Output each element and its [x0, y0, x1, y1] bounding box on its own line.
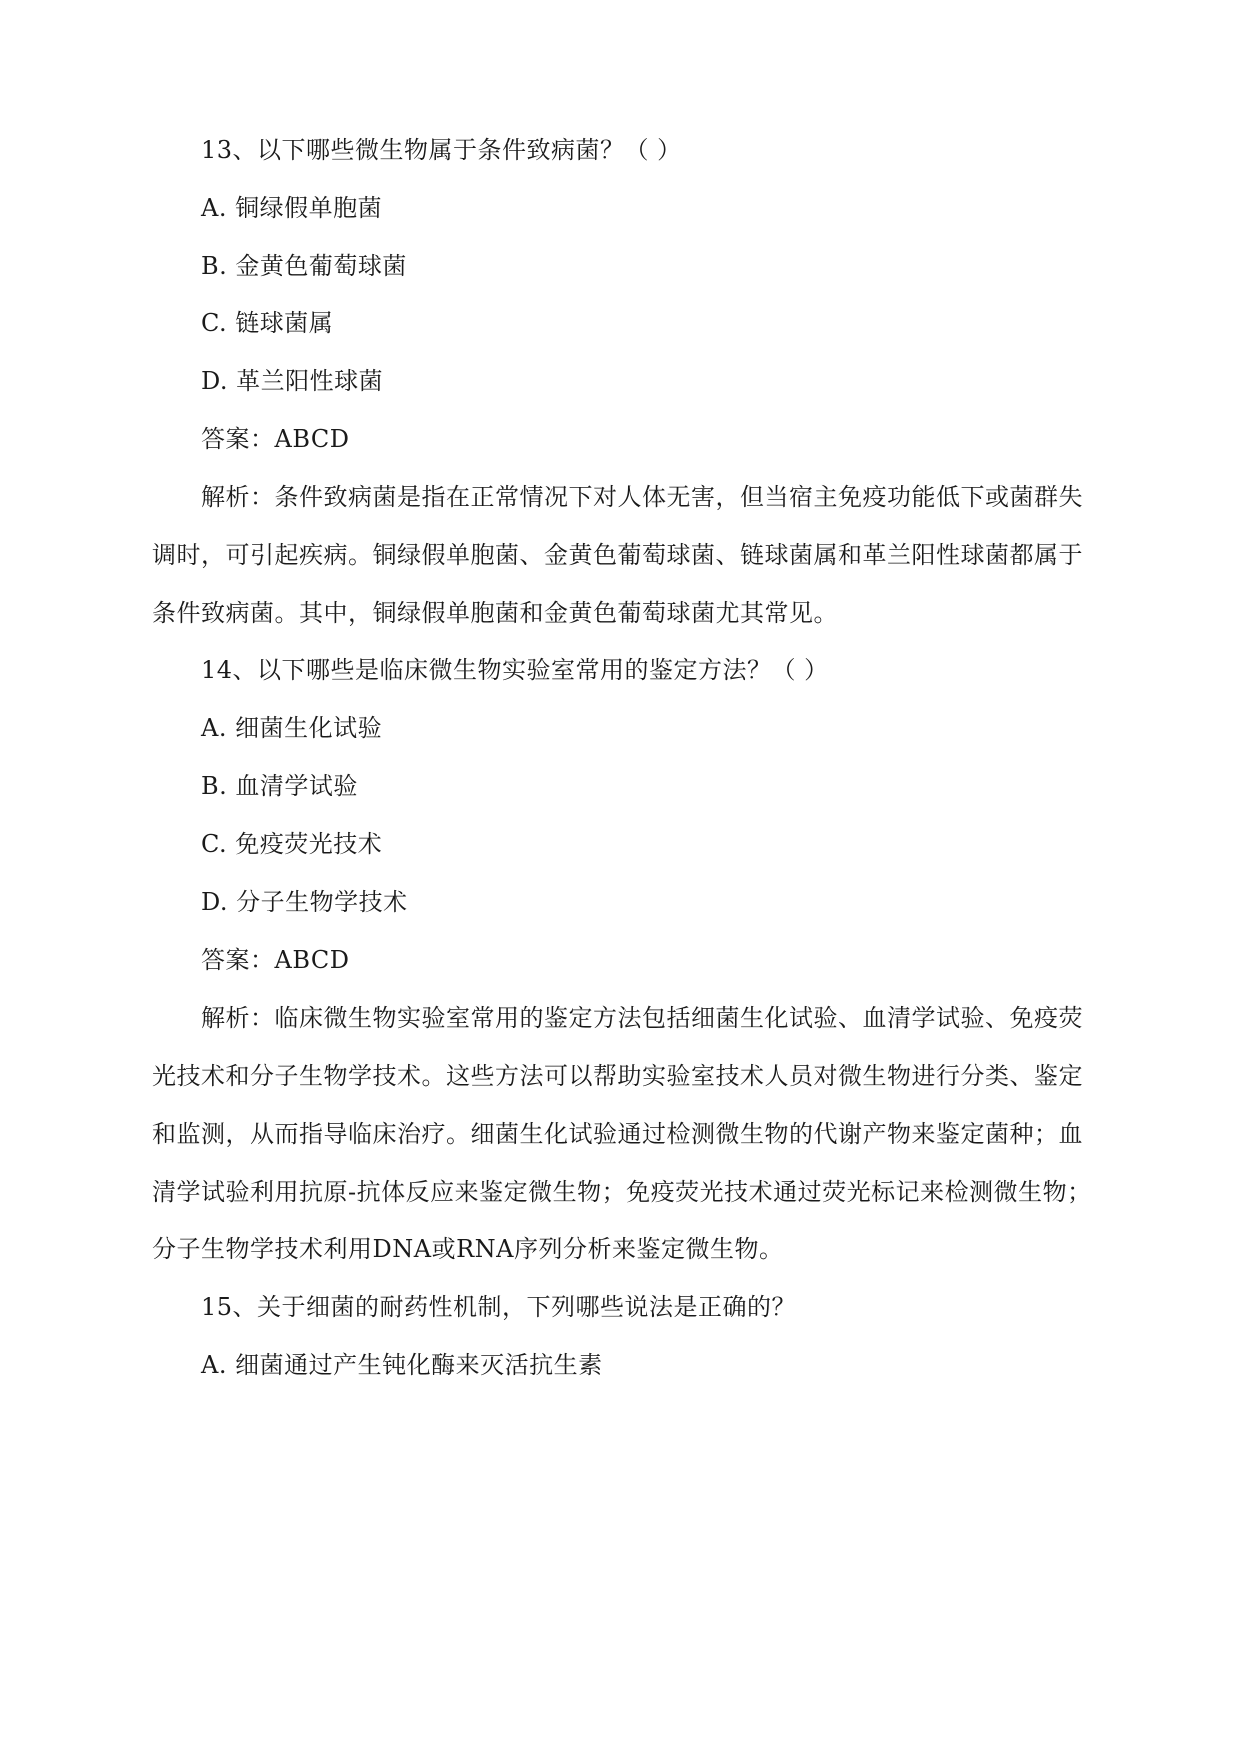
- question-13-analysis-line: 条件致病菌。其中，铜绿假单胞菌和金黄色葡萄球菌尤其常见。: [152, 599, 838, 627]
- question-14-answer: 答案：ABCD: [201, 946, 350, 974]
- question-14-analysis-line: 分子生物学技术利用DNA或RNA序列分析来鉴定微生物。: [152, 1235, 784, 1263]
- question-14-analysis-line: 光技术和分子生物学技术。这些方法可以帮助实验室技术人员对微生物进行分类、鉴定: [152, 1062, 1083, 1090]
- question-14-option-c: C. 免疫荧光技术: [201, 830, 383, 858]
- question-13-analysis-line: 解析：条件致病菌是指在正常情况下对人体无害，但当宿主免疫功能低下或菌群失: [201, 483, 1083, 511]
- question-14-option-d: D. 分子生物学技术: [201, 888, 408, 916]
- question-13-option-c: C. 链球菌属: [201, 309, 334, 337]
- question-14-option-a: A. 细菌生化试验: [201, 714, 383, 742]
- question-13-answer: 答案：ABCD: [201, 425, 350, 453]
- question-14-analysis-line: 清学试验利用抗原-抗体反应来鉴定微生物；免疫荧光技术通过荧光标记来检测微生物；: [152, 1178, 1092, 1206]
- question-13-option-b: B. 金黄色葡萄球菌: [201, 252, 407, 280]
- question-14-analysis-line: 和监测，从而指导临床治疗。细菌生化试验通过检测微生物的代谢产物来鉴定菌种；血: [152, 1120, 1083, 1148]
- question-14-analysis-line: 解析：临床微生物实验室常用的鉴定方法包括细菌生化试验、血清学试验、免疫荧: [201, 1004, 1083, 1032]
- question-13-option-a: A. 铜绿假单胞菌: [201, 194, 383, 222]
- question-13-option-d: D. 革兰阳性球菌: [201, 367, 384, 395]
- question-13-stem: 13、以下哪些微生物属于条件致病菌？（ ）: [201, 136, 682, 164]
- question-14-stem: 14、以下哪些是临床微生物实验室常用的鉴定方法？（ ）: [201, 656, 829, 684]
- question-15-option-a: A. 细菌通过产生钝化酶来灭活抗生素: [201, 1351, 603, 1379]
- question-14-option-b: B. 血清学试验: [201, 772, 358, 800]
- question-13-analysis-line: 调时，可引起疾病。铜绿假单胞菌、金黄色葡萄球菌、链球菌属和革兰阳性球菌都属于: [152, 541, 1083, 569]
- question-15-stem: 15、关于细菌的耐药性机制，下列哪些说法是正确的？: [201, 1293, 797, 1321]
